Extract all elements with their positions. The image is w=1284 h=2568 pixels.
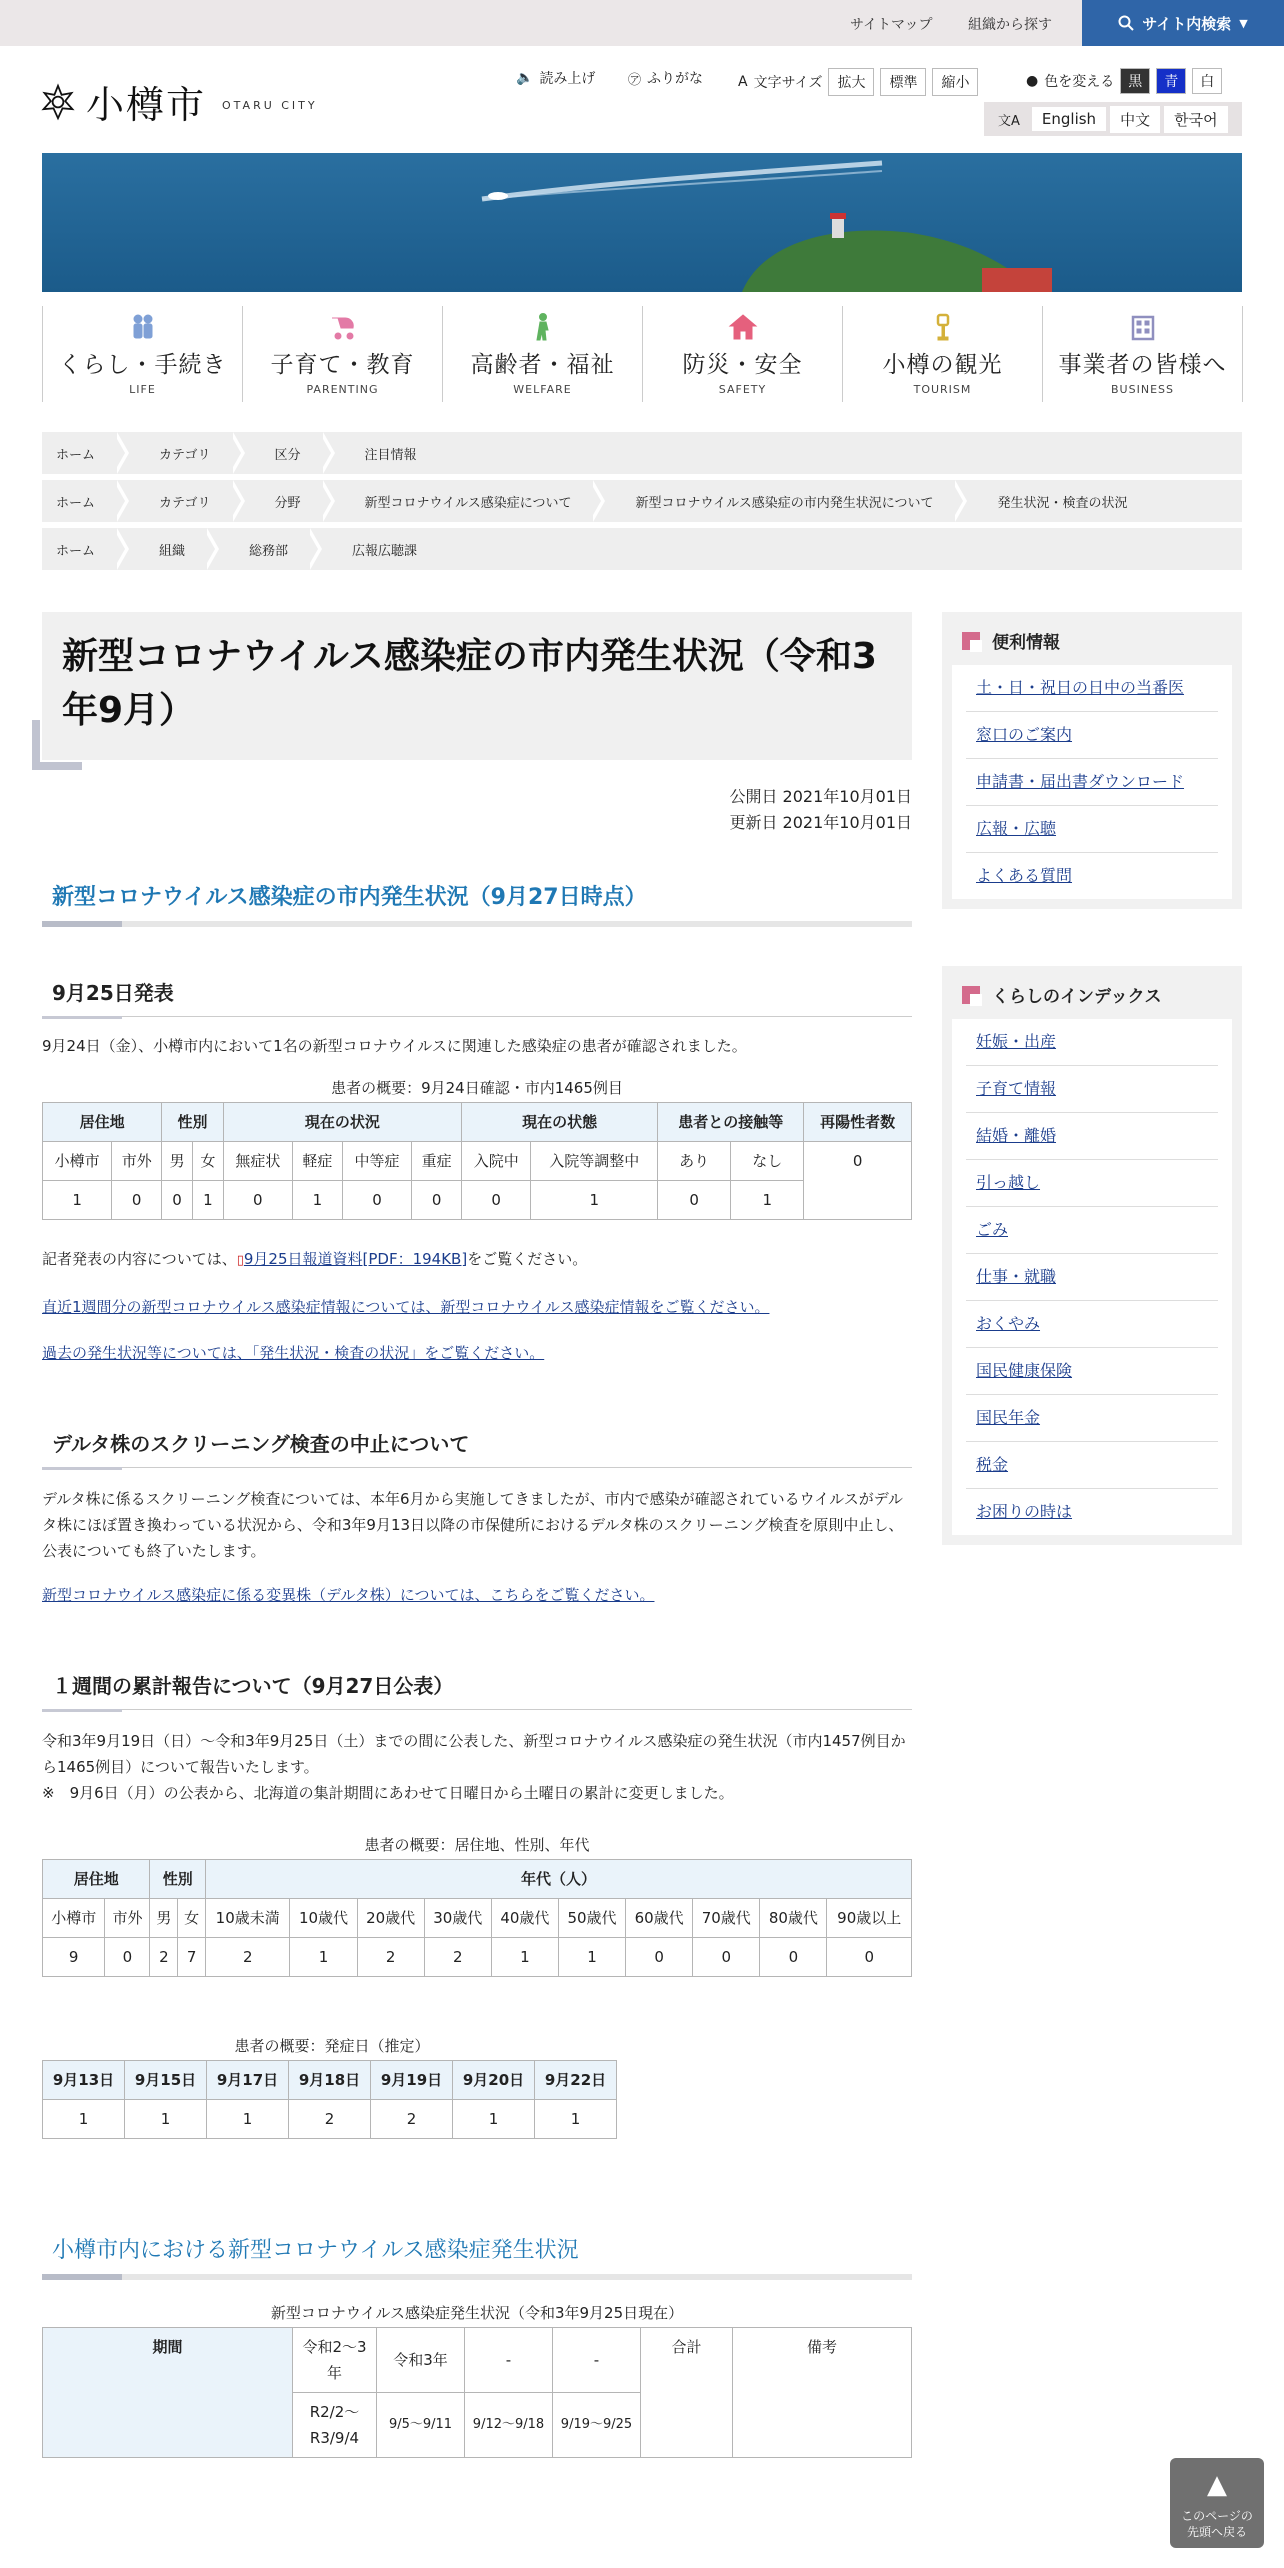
press-release-link[interactable]: 9月25日報道資料[PDF：194KB] [243, 1250, 468, 1268]
table-cell: 0 [658, 1181, 731, 1220]
nav-item-label-en: TOURISM [913, 383, 972, 396]
sidebar-link[interactable]: 窓口のご案内 [976, 725, 1073, 744]
table-cell: 0 [804, 1142, 912, 1220]
table-cell: 60歳代 [626, 1899, 693, 1938]
sidebar-link[interactable]: お困りの時は [976, 1502, 1073, 1521]
breadcrumb-item[interactable]: 組織 [119, 528, 209, 570]
walker-icon [443, 312, 642, 342]
page-title-box [42, 612, 912, 760]
table-cell: 0 [693, 1938, 760, 1977]
nav-item-safety[interactable] [642, 306, 843, 402]
weekly-report-note: ※ 9月6日（月）の公表から、北海道の集計期間にあわせて日曜日から土曜日の累計に変更しました。 [42, 1784, 734, 1802]
table-cell: 1 [192, 1181, 223, 1220]
font-size-tool [738, 68, 978, 96]
breadcrumb-item[interactable]: ホーム [42, 528, 119, 570]
sidebar-link[interactable]: 結婚・離婚 [976, 1126, 1057, 1145]
table-cell: 30歳代 [424, 1899, 491, 1938]
translate-icon: 文A [998, 113, 1020, 129]
site-search-button[interactable] [1082, 0, 1284, 46]
delta-variant-link[interactable]: 新型コロナウイルス感染症に係る変異株（デルタ株）については、こちらをご覧ください。 [42, 1586, 655, 1604]
table-caption: 新型コロナウイルス感染症発生状況（令和3年9月25日現在） [270, 2304, 684, 2322]
city-emblem-icon [40, 82, 76, 122]
table-cell: 男 [162, 1142, 193, 1181]
table-cell: 軽症 [292, 1142, 342, 1181]
table-cell: 女 [178, 1899, 206, 1938]
breadcrumb-item: 発生状況・検査の状況 [997, 495, 1128, 511]
color-white-button[interactable]: 白 [1192, 68, 1222, 94]
table-header: 9月22日 [535, 2061, 617, 2100]
table-cell: 2 [424, 1938, 491, 1977]
section-heading: 小樽市内における新型コロナウイルス感染症発生状況 [42, 2209, 912, 2280]
table-cell: 重症 [412, 1142, 462, 1181]
announcement-text: 9月24日（金）、小樽市内において1名の新型コロナウイルスに関連した感染症の患者が確認されました。 [42, 1037, 747, 1055]
table-cell: 40歳代 [491, 1899, 558, 1938]
onset-date-table [42, 2060, 617, 2139]
sidebar-link[interactable]: 土・日・祝日の日中の当番医 [976, 678, 1185, 697]
lang-english[interactable]: English [1032, 107, 1106, 131]
table-cell: 7 [178, 1938, 206, 1977]
breadcrumb-item[interactable]: 分野 [235, 480, 325, 522]
sidebar-item [966, 1113, 1218, 1160]
table-cell: 0 [760, 1938, 827, 1977]
table-cell: 2 [150, 1938, 178, 1977]
table-cell: 50歳代 [558, 1899, 625, 1938]
table-header: 再陽性者数 [804, 1103, 912, 1142]
color-black-button[interactable]: 黒 [1120, 68, 1150, 94]
nav-item-label: 事業者の皆様へ [1058, 352, 1227, 378]
table-caption: 患者の概要：9月24日確認・市内1465例目 [331, 1079, 623, 1097]
table-cell: 0 [223, 1181, 292, 1220]
subsection-heading: １週間の累計報告について（9月27日公表） [42, 1660, 912, 1710]
sidebar-item [966, 853, 1218, 899]
sidebar-link[interactable]: おくやみ [976, 1314, 1041, 1333]
updated-date: 更新日 2021年10月01日 [729, 813, 912, 832]
sidebar-item [966, 1348, 1218, 1395]
sidebar-item [966, 1160, 1218, 1207]
hero-image [42, 153, 1242, 292]
global-nav [42, 306, 1242, 402]
breadcrumb-item[interactable]: 新型コロナウイルス感染症の市内発生状況について [595, 480, 957, 522]
nav-item-label-en: BUSINESS [1111, 383, 1174, 396]
nav-item-label-en: PARENTING [306, 383, 379, 396]
table-cell: 20歳代 [357, 1899, 424, 1938]
breadcrumb [42, 480, 1242, 522]
subsection-heading: 9月25日発表 [42, 967, 912, 1017]
table-header: 期間 [43, 2328, 293, 2458]
table-cell: 1 [290, 1938, 357, 1977]
sitemap-link[interactable]: サイトマップ [850, 17, 933, 33]
table-cell: - [553, 2328, 641, 2393]
lang-chinese[interactable]: 中文 [1110, 106, 1160, 133]
sidebar-link[interactable]: 広報・広聴 [976, 819, 1057, 838]
table-cell: 2 [289, 2100, 371, 2139]
sidebar-link[interactable]: 国民健康保険 [976, 1361, 1073, 1380]
table-cell: 1 [535, 2100, 617, 2139]
table-cell: 0 [112, 1181, 162, 1220]
lamp-icon [843, 312, 1042, 342]
table-header: 9月19日 [371, 2061, 453, 2100]
breadcrumb-item[interactable]: カテゴリ [119, 432, 234, 474]
table-header: 患者との接触等 [658, 1103, 804, 1142]
family-icon [43, 312, 242, 342]
font-size-icon: A [738, 74, 748, 90]
sidebar-link[interactable]: 税金 [976, 1455, 1009, 1474]
site-search-label: サイト内検索 [1142, 14, 1232, 33]
sidebar-useful-info [942, 612, 1242, 909]
nav-item-tourism[interactable] [842, 306, 1043, 402]
table-cell: 2 [357, 1938, 424, 1977]
table-cell: 令和2～3年 [293, 2328, 377, 2393]
nav-item-parenting[interactable] [242, 306, 443, 402]
language-switcher [984, 102, 1242, 136]
table-cell: 0 [105, 1938, 150, 1977]
table-cell: 小樽市 [43, 1142, 112, 1181]
table-caption: 患者の概要：居住地、性別、年代 [364, 1836, 590, 1854]
sidebar-title: 便利情報 [992, 633, 1060, 653]
page-dates [42, 784, 912, 836]
weekly-summary-table [42, 1859, 912, 1977]
breadcrumb-item[interactable]: 区分 [235, 432, 325, 474]
heading-marker-icon [962, 632, 980, 650]
table-cell: 1 [125, 2100, 207, 2139]
table-cell: 9/12～9/18 [465, 2393, 553, 2458]
occurrence-table [42, 2327, 912, 2458]
sidebar-title: くらしのインデックス [992, 987, 1162, 1007]
table-header: 年代（人） [205, 1860, 911, 1899]
table-cell: 90歳以上 [827, 1899, 912, 1938]
table-cell: 女 [192, 1142, 223, 1181]
nav-item-business[interactable] [1042, 306, 1243, 402]
table-header: 居住地 [43, 1860, 150, 1899]
table-cell: 1 [43, 2100, 125, 2139]
top-bar [0, 0, 1284, 46]
search-icon [1118, 15, 1134, 31]
covid-info-link[interactable]: 直近1週間分の新型コロナウイルス感染症情報については、新型コロナウイルス感染症情報をご覧ください。 [42, 1298, 770, 1316]
table-cell: なし [731, 1142, 804, 1181]
nav-item-label: 防災・安全 [682, 352, 803, 378]
nav-item-label: 高齢者・福祉 [470, 352, 615, 378]
stroller-icon [243, 312, 442, 342]
nav-item-label: 子育て・教育 [270, 352, 415, 378]
sidebar-link[interactable]: 妊娠・出産 [976, 1032, 1057, 1051]
breadcrumb-item[interactable]: ホーム [42, 432, 119, 474]
sidebar-item [966, 759, 1218, 806]
table-cell: 1 [531, 1181, 658, 1220]
table-cell: 2 [205, 1938, 289, 1977]
table-cell: 0 [342, 1181, 411, 1220]
nav-item-label: 小樽の観光 [882, 352, 1003, 378]
table-header: 9月15日 [125, 2061, 207, 2100]
section-heading: 新型コロナウイルス感染症の市内発生状況（9月27日時点） [42, 856, 912, 927]
table-header: 9月13日 [43, 2061, 125, 2100]
table-cell: 0 [162, 1181, 193, 1220]
back-to-top-button[interactable] [1170, 2458, 1264, 2548]
table-cell: 0 [626, 1938, 693, 1977]
table-cell: 2 [371, 2100, 453, 2139]
sidebar-link[interactable]: 国民年金 [976, 1408, 1041, 1427]
table-cell: 0 [827, 1938, 912, 1977]
site-name-en: OTARU CITY [222, 99, 318, 112]
house-icon [643, 312, 842, 342]
font-standard-button[interactable]: 標準 [880, 68, 926, 96]
table-cell: 1 [453, 2100, 535, 2139]
breadcrumb-item[interactable]: カテゴリ [119, 480, 234, 522]
sidebar-item [966, 1489, 1218, 1535]
table-cell: あり [658, 1142, 731, 1181]
table-header: 9月20日 [453, 2061, 535, 2100]
read-aloud-button[interactable] [516, 68, 595, 88]
main-content [42, 612, 912, 2458]
sidebar-link[interactable]: 仕事・就職 [976, 1267, 1057, 1286]
triangle-up-icon: ▲ [1207, 2470, 1227, 2500]
sidebar-item [966, 665, 1218, 712]
nav-item-label: くらし・手続き [58, 352, 227, 378]
table-cell: 0 [462, 1181, 531, 1220]
breadcrumb [42, 528, 1242, 570]
table-cell: 市外 [105, 1899, 150, 1938]
sidebar-link[interactable]: よくある質問 [976, 866, 1073, 885]
title-decoration [32, 720, 82, 770]
read-aloud-label: 読み上げ [539, 71, 596, 87]
table-cell: 1 [43, 1181, 112, 1220]
table-cell: 市外 [112, 1142, 162, 1181]
table-cell: 1 [292, 1181, 342, 1220]
table-cell: 0 [412, 1181, 462, 1220]
table-header: 現在の状況 [223, 1103, 461, 1142]
back-to-top-label-2: 先頭へ戻る [1186, 2525, 1247, 2539]
color-blue-button[interactable]: 青 [1156, 68, 1186, 94]
table-cell: 無症状 [223, 1142, 292, 1181]
delta-text: デルタ株に係るスクリーニング検査については、本年6月から実施してきましたが、市内で感染が確認されているウイルスがデルタ株にほぼ置き換わっている状況から、令和3年9月13日以降の市保健所におけるデルタ株のスクリーニング検査を原則中止し、公表についても終了いたします。 [42, 1490, 904, 1560]
back-to-top-label-1: このページの [1181, 2509, 1253, 2523]
nav-item-life[interactable] [42, 306, 243, 402]
sidebar-item [966, 1395, 1218, 1442]
table-cell: - [465, 2328, 553, 2393]
sidebar-item [966, 1066, 1218, 1113]
breadcrumb-item[interactable]: 総務部 [209, 528, 312, 570]
patient-summary-table [42, 1102, 912, 1220]
press-release-line [42, 1246, 912, 1274]
table-header: 現在の状態 [462, 1103, 658, 1142]
sidebar-item [966, 806, 1218, 853]
sidebar-link[interactable]: ごみ [976, 1220, 1009, 1239]
lang-korean[interactable]: 한국어 [1164, 106, 1227, 133]
breadcrumb [42, 432, 1242, 474]
chevron-down-icon: ▼ [1239, 16, 1248, 30]
table-cell: 9/5～9/11 [377, 2393, 465, 2458]
breadcrumb-item[interactable]: ホーム [42, 480, 119, 522]
sidebar-item [966, 1207, 1218, 1254]
page-title: 新型コロナウイルス感染症の市内発生状況（令和3年9月） [62, 636, 877, 731]
sidebar-item [966, 1019, 1218, 1066]
nav-item-welfare[interactable] [442, 306, 643, 402]
org-search-link[interactable]: 組織から探す [968, 17, 1052, 33]
table-cell: 備考 [733, 2328, 912, 2458]
sidebar-link[interactable]: 子育て情報 [976, 1079, 1057, 1098]
table-cell: 中等症 [342, 1142, 411, 1181]
sidebar-life-index [942, 966, 1242, 1545]
table-cell: R2/2～R3/9/4 [293, 2393, 377, 2458]
site-name: 小樽市 [86, 83, 207, 127]
palette-icon: ● [1026, 73, 1039, 89]
table-cell: 10歳代 [290, 1899, 357, 1938]
sidebar-link[interactable]: 申請書・届出書ダウンロード [976, 772, 1185, 791]
table-cell: 合計 [641, 2328, 733, 2458]
speaker-icon: 🔈 [516, 70, 534, 86]
table-header: 性別 [150, 1860, 206, 1899]
heading-marker-icon [962, 986, 980, 1004]
table-cell: 9/19～9/25 [553, 2393, 641, 2458]
subsection-heading: デルタ株のスクリーニング検査の中止について [42, 1418, 912, 1468]
sidebar-item [966, 1254, 1218, 1301]
font-size-label: 文字サイズ [753, 75, 823, 91]
table-cell: 80歳代 [760, 1899, 827, 1938]
press-pre-text: 記者発表の内容については、 [42, 1250, 237, 1268]
table-cell: 入院等調整中 [531, 1142, 658, 1181]
past-status-link[interactable]: 過去の発生状況等については、「発生状況・検査の状況」をご覧ください。 [42, 1344, 545, 1362]
table-cell: 小樽市 [43, 1899, 105, 1938]
press-post-text: をご覧ください。 [467, 1250, 588, 1268]
table-cell: 1 [491, 1938, 558, 1977]
nav-item-label-en: LIFE [129, 383, 156, 396]
nav-item-label-en: WELFARE [513, 383, 572, 396]
color-label: 色を変える [1044, 74, 1115, 90]
pdf-icon: ▯ [236, 1253, 244, 1268]
table-header: 性別 [162, 1103, 224, 1142]
table-cell: 1 [731, 1181, 804, 1220]
table-header: 居住地 [43, 1103, 162, 1142]
table-cell: 入院中 [462, 1142, 531, 1181]
breadcrumb-item: 広報広聴課 [352, 543, 418, 559]
table-cell: 9 [43, 1938, 105, 1977]
nav-item-label-en: SAFETY [718, 383, 767, 396]
table-cell: 70歳代 [693, 1899, 760, 1938]
furigana-label: ふりがな [647, 71, 704, 87]
font-smaller-button[interactable]: 縮小 [932, 68, 978, 96]
sidebar-link[interactable]: 引っ越し [976, 1173, 1041, 1192]
color-tool [1026, 68, 1222, 94]
table-caption: 患者の概要：発症日（推定） [234, 2037, 430, 2055]
table-cell: 1 [207, 2100, 289, 2139]
table-cell: 10歳未満 [205, 1899, 289, 1938]
table-header: 9月17日 [207, 2061, 289, 2100]
breadcrumb-item: 注目情報 [364, 447, 417, 463]
ruby-icon: ㋐ [628, 72, 642, 88]
font-larger-button[interactable]: 拡大 [828, 68, 874, 96]
sidebar-item [966, 1442, 1218, 1489]
published-date: 公開日 2021年10月01日 [729, 787, 912, 806]
furigana-button[interactable] [628, 68, 703, 88]
weekly-report-text: 令和3年9月19日（日）～令和3年9月25日（土）までの間に公表した、新型コロナウイルス感染症の発生状況（市内1457例目から1465例目）について報告いたします。 [42, 1732, 906, 1776]
building-icon [1043, 312, 1242, 342]
breadcrumb-item[interactable]: 新型コロナウイルス感染症について [325, 480, 596, 522]
table-cell: 1 [558, 1938, 625, 1977]
sidebar-item [966, 712, 1218, 759]
table-cell: 令和3年 [377, 2328, 465, 2393]
table-header: 9月18日 [289, 2061, 371, 2100]
sidebar-item [966, 1301, 1218, 1348]
site-logo[interactable] [40, 74, 318, 129]
table-cell: 男 [150, 1899, 178, 1938]
